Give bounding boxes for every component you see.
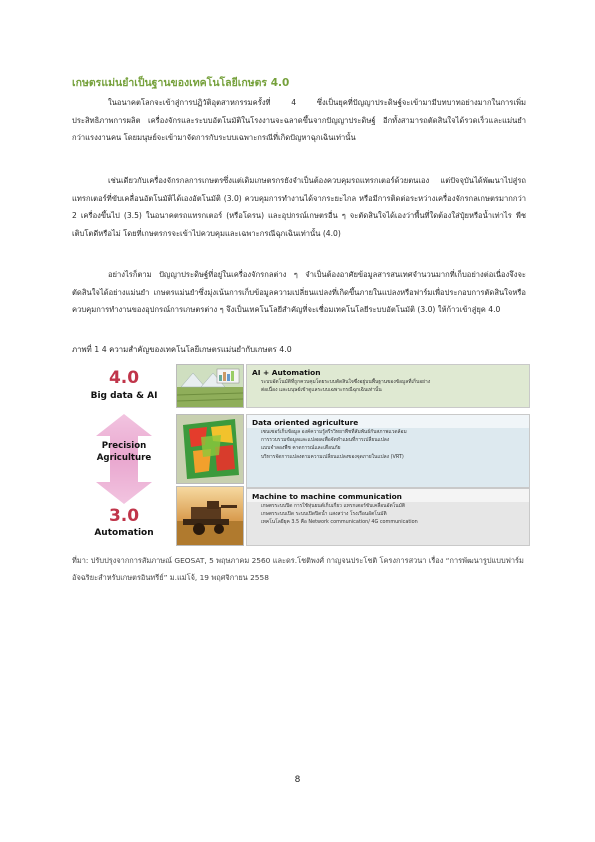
- precision-label: Precision: [101, 441, 147, 451]
- list-item: ■ แบบจำลองพืช คาดการณ์และเตือนภัย: [261, 444, 529, 452]
- figure: [72, 360, 528, 548]
- automation-label: Automation: [94, 528, 154, 538]
- m2m-box: [246, 488, 530, 546]
- crop-map-photo: [176, 414, 244, 484]
- paragraph-3: อย่างไรก็ตาม ปัญญาประดิษฐ์ที่อยู่ในเครื่องจักรกลต่าง ๆ จำเป็นต้องอาศัยข้อมูลสารสนเทศจำนวนมากที่เก็บอย่างต่อเนื่องจึงจะตัดสินใจได้อย่างแม่นยำ เกษตรแม่นยำซึ่งมุ่งเน้นการเก็บข้อมูลความเปลี่ยนแปลงที่เกิดขึ้นภายในแปลงหรือฟาร์มเพื่อประกอบการตัดสินใจหรือควบคุมการทำงานของอุปกรณ์การเกษตรต่าง ๆ จึงเป็นเทคโนโลยีสำคัญที่จะเชื่อมเทคโนโลยีระบบอัตโนมัติ (3.0) ให้ก้าวเข้าสู่ยุค 4.0: [72, 270, 526, 315]
- data-oriented-box: [246, 414, 530, 488]
- m2m-title: Machine to machine communication: [247, 489, 529, 502]
- page-number: 8: [294, 775, 301, 785]
- list-item: ■ ต่อเนื่อง และมนุษย์เข้าดูแลระบบเฉพาะกรณีฉุกเฉินเท่านั้น: [261, 386, 529, 394]
- ai-automation-box: [246, 364, 530, 408]
- precision-agriculture-label: [72, 440, 176, 464]
- list-item: ■ บริหารจัดการแปลงตามความเปลี่ยนแปลงของจุดภายในแปลง (VRT): [261, 453, 529, 461]
- version-column: [72, 360, 176, 548]
- paragraph-1: ในอนาคตโลกจะเข้าสู่การปฏิวัติอุตสาหกรรมครั้งที่ 4 ซึ่งเป็นยุคที่ปัญญาประดิษฐ์จะเข้ามามีบทบาทอย่างมากในการเพิ่มประสิทธิภาพการผลิต เครื่องจักรและระบบอัตโนมัติในโรงงานจะฉลาดขึ้นจากปัญญาประดิษฐ์ อีกทั้งสามารถตัดสินใจได้รวดเร็วและแม่นยำกว่าแรงงานคน โดยมนุษย์จะเข้ามาจัดการกับระบบเฉพาะกรณีที่เกิดปัญหาฉุกเฉินเท่านั้น: [72, 98, 526, 143]
- list-item: ■ ระบบอัตโนมัติที่ถูกควบคุมโดยระบบตัดสินใจซึ่งอยู่บนพื้นฐานของข้อมูลที่เก็บอย่าง: [261, 378, 529, 386]
- list-item: ■ การรวบรวมข้อมูลและแปลผลเพื่อจัดทำแผนที่การเปลี่ยนแปลง: [261, 436, 529, 444]
- version-3-label: 3.0: [108, 506, 140, 526]
- version-4-label: 4.0: [108, 368, 140, 388]
- paragraph-2: เช่นเดียวกับเครื่องจักรกลการเกษตรซึ่งแต่เดิมเกษตรกรยังจำเป็นต้องควบคุมรถแทรกเตอร์ด้วยตนเอง แต่ปัจจุบันได้พัฒนาไปสู่รถแทรกเตอร์ที่ขับเคลื่อนอัตโนมัติได้เองอัตโนมัติ (3.0) ควบคุมการทำงานได้จากระยะไกล หรือมีการติดต่อระหว่างเครื่องจักรกลเกษตรมากกว่า 2 เครื่องขึ้นไป (3.5) ในอนาคตรถแทรกเตอร์ (หรือโดรน) และอุปกรณ์เกษตรอื่น ๆ จะตัดสินใจได้เองว่าพื้นที่ใดต้องใส่ปุ๋ยหรือน้ำเท่าไร พืชเติบโตดีหรือไม่ โดยที่เกษตรกรจะเข้าไปควบคุมและเฉพาะกรณีฉุกเฉินเท่านั้น (4.0): [72, 176, 526, 238]
- list-item: ■ เทคโนโลยียุค 3.5 คือ Network communication/ 4G communication: [261, 518, 529, 526]
- data-oriented-title: Data oriented agriculture: [247, 415, 529, 428]
- figure-caption: ภาพที่ 1 4 ความสำคัญของเทคโนโลยีเกษตรแม่นยำกับเกษตร 4.0: [72, 345, 292, 354]
- big-data-ai-label: Big data & AI: [90, 391, 158, 401]
- ai-automation-photo: [176, 364, 244, 408]
- ai-automation-title: AI + Automation: [252, 368, 321, 377]
- list-item: ■ เกษตรระบบเปิด ระบบเปิดปิดน้ำ แสงสว่าง โรงเรือนอัตโนมัติ: [261, 510, 529, 518]
- agriculture-label: Agriculture: [96, 453, 152, 463]
- harvester-photo: [176, 486, 244, 546]
- figure-source: ที่มา: ปรับปรุงจากการสัมภาษณ์ GEOSAT, 5 พฤษภาคม 2560 และดร.โชติพงศ์ กาญจนประโชติ โครงการสวนา เรื่อง “การพัฒนารูปแบบฟาร์มอัจฉริยะสำหรับเกษตรอินทรีย์” ม.แม่โจ้, 19 พฤศจิกายน 2558: [72, 556, 524, 582]
- list-item: ■ เซนเซอร์เก็บข้อมูล องค์ความรู้สรีรวิทยาพืชที่สัมพันธ์กับสภาพแวดล้อม: [261, 428, 529, 436]
- list-item: ■ เกษตรระบบปิด การใช้หุ่นยนต์เก็บเกี่ยว แทรกเตอร์ขับเคลื่อนอัตโนมัติ: [261, 502, 529, 510]
- section-heading: เกษตรแม่นยำเป็นฐานของเทคโนโลยีเกษตร 4.0: [72, 77, 290, 89]
